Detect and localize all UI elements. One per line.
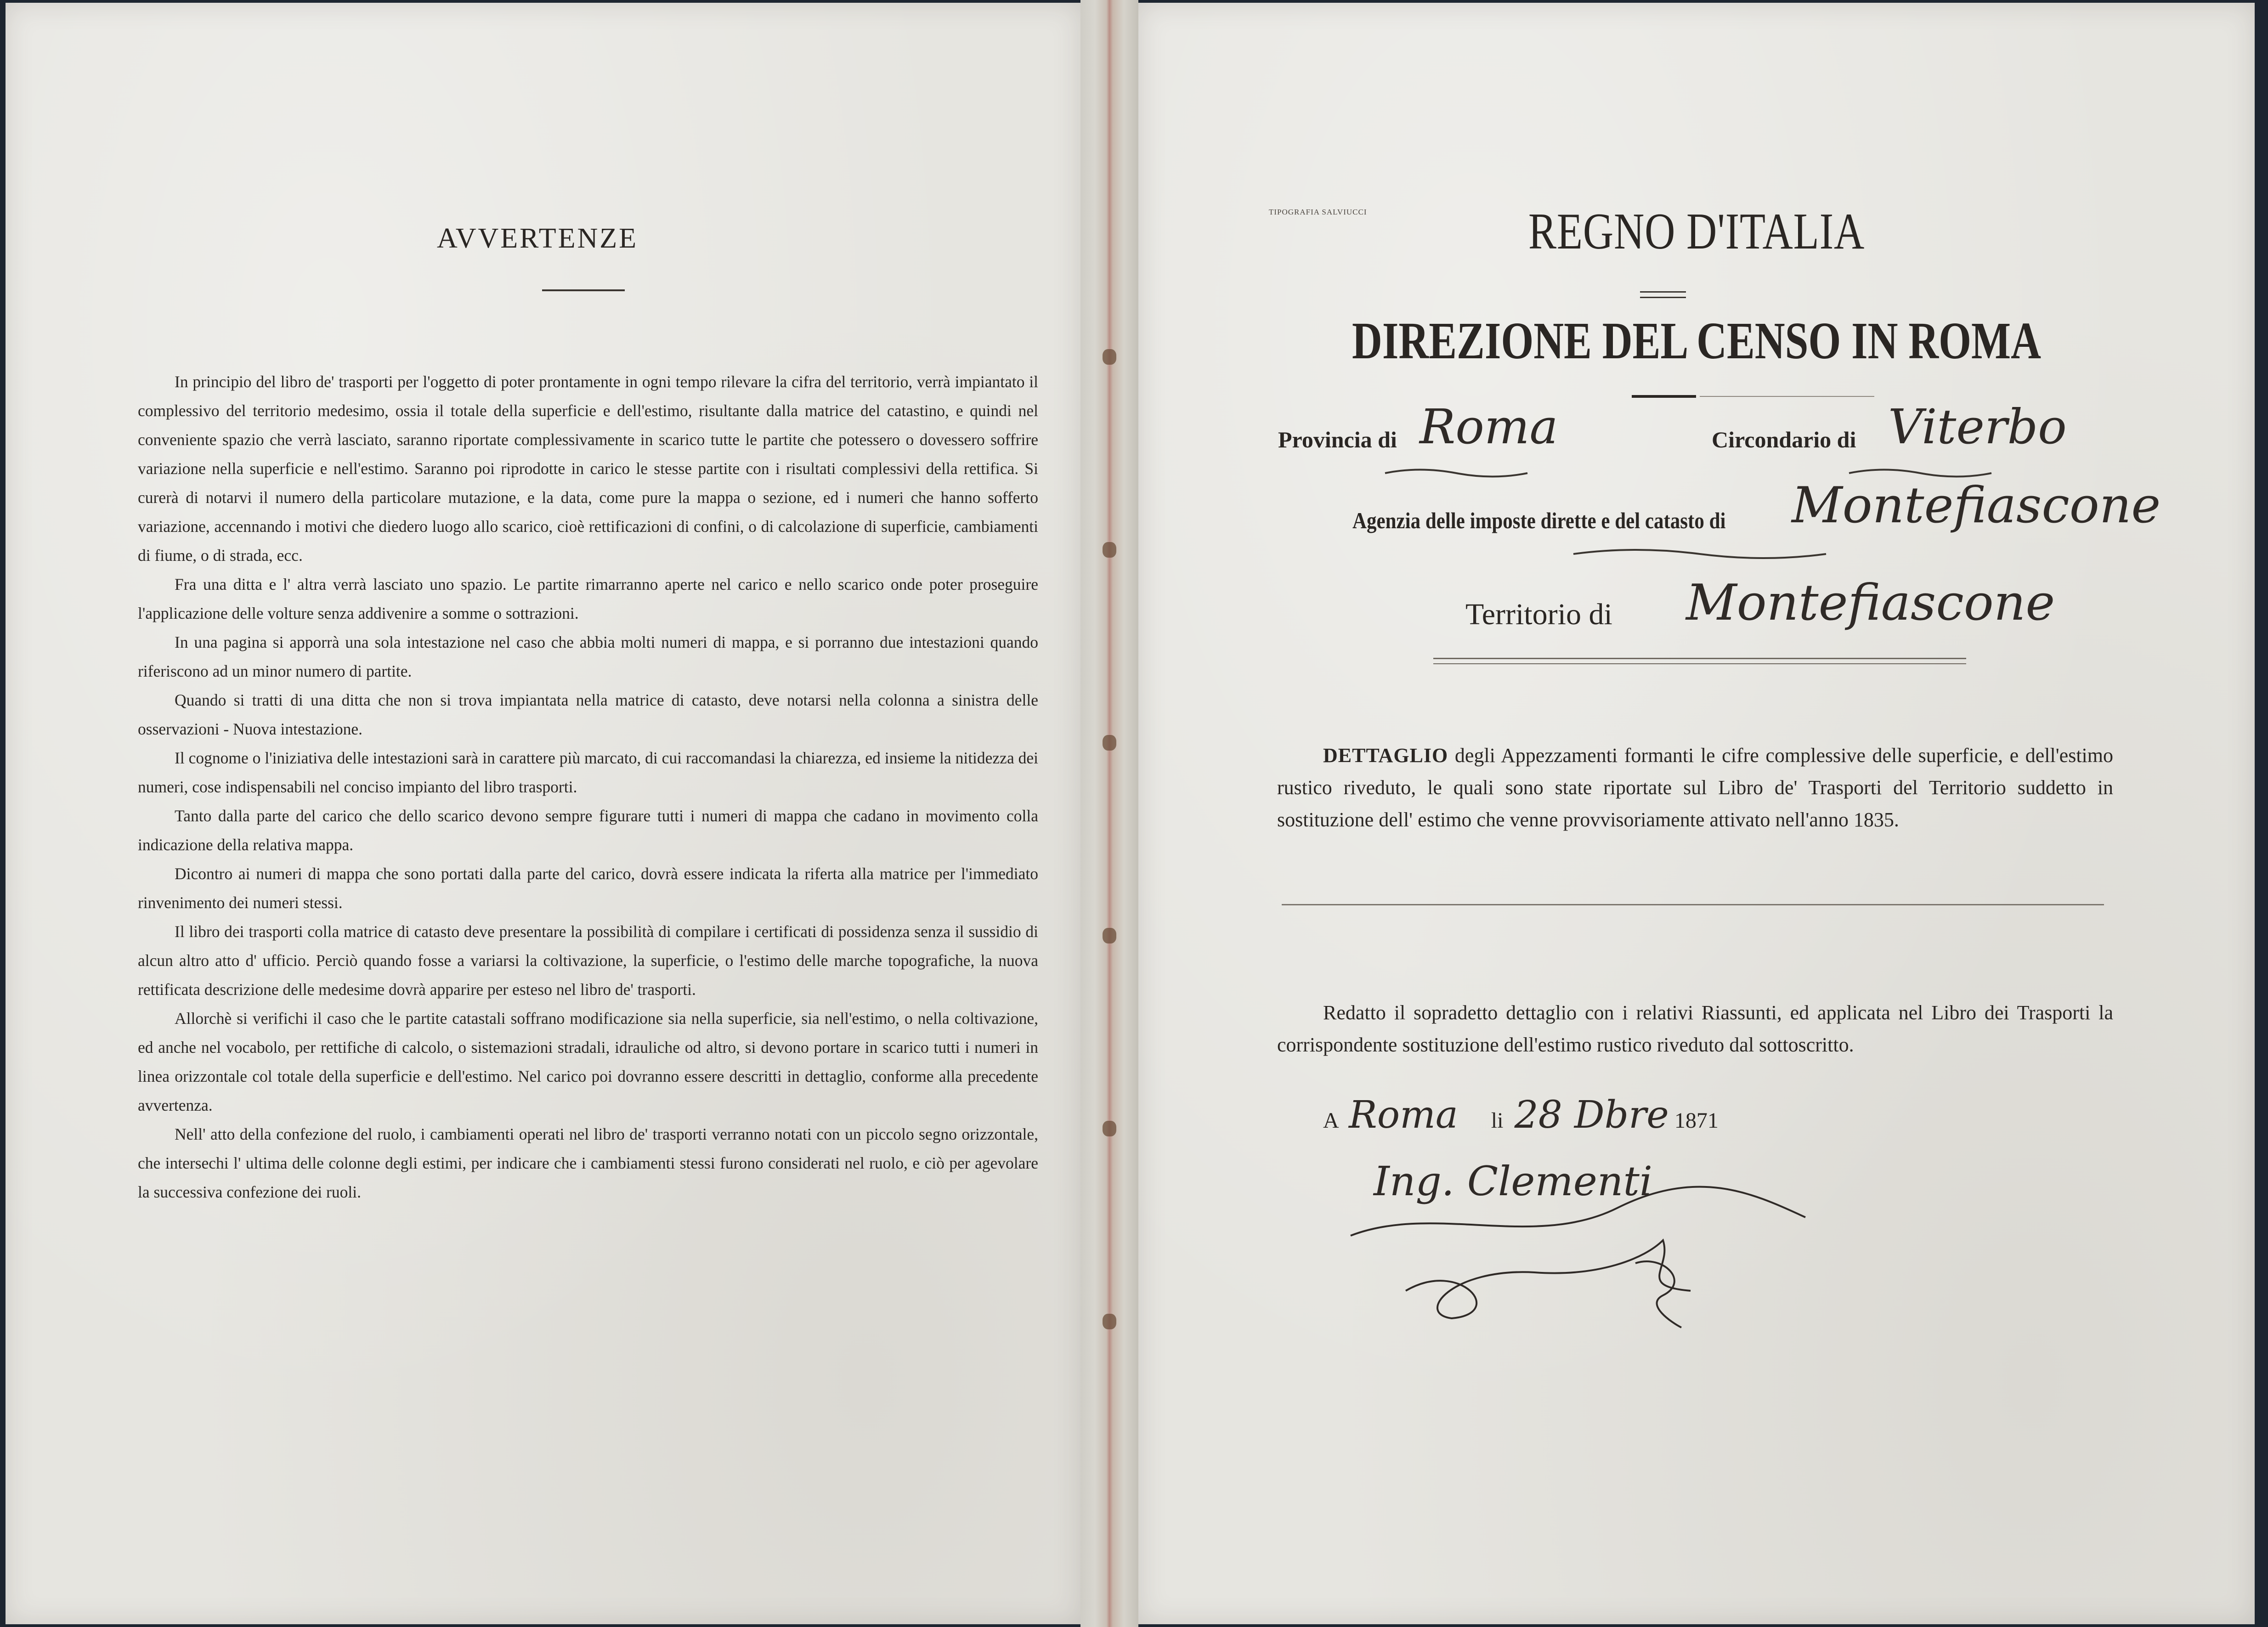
section-divider: [1282, 904, 2104, 905]
territorio-rule: [1433, 663, 1966, 664]
signature-flourish: [1341, 1176, 1856, 1332]
binding-stitch: [1103, 1121, 1116, 1136]
paragraph: In principio del libro de' trasporti per l'oggetto di poter prontamente in ogni tempo rilevare la cifra del territorio, verrà impiantato il complessivo del territorio medesimo, ossia il totale della superficie e dell'estimo, risultante dalla matrice del catastino, e quindi nel conveniente spazio che verrà lasciato, saranno riportate complessivamente in scarico tutte le partite che potessero o dovessero soffrire variazione nella superficie e nell'estimo. Saranno poi riprodotte in carico le stesse partite con i risultati complessivi della rettifica. Si curerà di notarvi il numero della particolare mutazione, e la data, come pure la mappa o sezione, ed i numeri che hanno sofferto variazione, accennando i motivi che diedero luogo allo scarico, cioè rettificazioni di confini, o di calcolazione di superficie, cambiamenti di fiume, o di strada, ecc.: [138, 373, 1038, 565]
agenzia-label: Agenzia delle imposte dirette e del catasto di: [1352, 508, 1726, 533]
date-prefix: li: [1491, 1108, 1504, 1133]
paragraph: Tanto dalla parte del carico che dello scarico devono sempre figurare tutti i numeri di mappa che cadano in movimento colla indicazione della relativa mappa.: [138, 807, 1038, 854]
paragraph: In una pagina si apporrà una sola intestazione nel caso che abbia molti numeri di mappa, e si porranno due intestazioni quando riferiscono ad un minor numero di partite.: [138, 633, 1038, 680]
paragraph: Nell' atto della confezione del ruolo, i cambiamenti operati nel libro de' trasporti verranno notati con un piccolo segno orizzontale, che intersechi l' ultima delle colonne degli estimi, per indicare che i cambiamenti stessi furono considerati nel ruolo, e ciò per agevolare la successiva confezione dei ruoli.: [138, 1125, 1038, 1201]
territorio-rule: [1433, 658, 1966, 659]
paragraph: Dicontro ai numeri di mappa che sono portati dalla parte del carico, dovrà essere indicata la riferta alla matrice per l'immediato rinvenimento dei numeri stessi.: [138, 864, 1038, 912]
underline-swash: [1571, 545, 1828, 563]
printer-credit: TIPOGRAFIA SALVIUCCI: [1269, 208, 1367, 216]
thin-rule: [1700, 396, 1874, 397]
place-prefix: A: [1323, 1108, 1338, 1133]
paragraph: Allorchè si verifichi il caso che le partite catastali soffrano modificazione sia nella superficie, sia nell'estimo, o nella coltivazione, ed anche nel vocabolo, per rettifiche di calcolo, o sistemazioni stradali, idrauliche od altro, si devono portare in scarico tutti i numeri in linea orizzontale col totale della superficie e dell'estimo. Nel carico poi dovranno essere descritti in dettaglio, conforme alla precedente avvertenza.: [138, 1009, 1038, 1114]
binding-stitch: [1103, 928, 1116, 943]
place-date-line: [1323, 1093, 1719, 1137]
paragraph: Il cognome o l'iniziativa delle intestazioni sarà in carattere più marcato, di cui raccomandasi la chiarezza, ed insieme la nitidezza dei numeri, cose indispensabili nel conciso impianto del libro trasporti.: [138, 749, 1038, 796]
heading-regno: REGNO D'ITALIA: [1528, 203, 1865, 260]
date-value: 28 Dbre: [1514, 1093, 1669, 1137]
agenzia-value: Montefiascone: [1792, 477, 2161, 534]
avvertenze-title: AVVERTENZE: [436, 223, 639, 254]
territorio-label: Territorio di: [1465, 598, 1612, 631]
provincia-label: Provincia di: [1278, 427, 1397, 452]
binding-stitch: [1103, 349, 1116, 365]
binding-stitch: [1103, 542, 1116, 558]
circondario-value: Viterbo: [1888, 399, 2067, 455]
dettaglio-text: degli Appezzamenti formanti le cifre complessive delle superficie, e dell'estimo rustico riveduto, le quali sono state riportate sul Libro de' Trasporti del Territorio suddetto in sostituzione dell' estimo che venne provvisoriamente attivato nell'anno 1835.: [1277, 744, 2113, 831]
paragraph: Il libro dei trasporti colla matrice di catasto deve presentare la possibilità di compilare i certificati di possidenza senza il sussidio di alcun altro atto d' ufficio. Perciò quando fosse a variarsi la coltivazione, la superficie, o l'estimo delle marche topografiche, la nuova rettificata descrizione delle medesime dovrà apparire per esteso nel libro de' trasporti.: [138, 922, 1038, 999]
avvertenze-body: [138, 367, 1038, 1207]
signature: Ing. Clementi: [1374, 1158, 1652, 1205]
double-rule: [1640, 291, 1686, 293]
title-rule: [542, 289, 625, 291]
heading-rule: [1632, 395, 1696, 398]
underline-swash: [1383, 464, 1530, 482]
paragraph: Quando si tratti di una ditta che non si trova impiantata nella matrice di catasto, deve notarsi nella colonna a sinistra delle osservazioni - Nuova intestazione.: [138, 691, 1038, 738]
heading-direzione: DIREZIONE DEL CENSO IN ROMA: [1352, 311, 2041, 370]
binding-stitch: [1103, 1314, 1116, 1329]
binding-stitch: [1103, 735, 1116, 751]
territorio-value: Montefiascone: [1686, 574, 2055, 632]
circondario-label: Circondario di: [1712, 427, 1856, 452]
book-spine: [1080, 0, 1138, 1627]
dettaglio-block: [1277, 740, 2113, 836]
provincia-value: Roma: [1420, 399, 1558, 455]
paragraph: Fra una ditta e l' altra verrà lasciato uno spazio. Le partite rimarranno aperte nel carico e nello scarico onde poter proseguire l'applicazione delle volture senza addivenire a somme o sottrazioni.: [138, 575, 1038, 622]
dettaglio-lead: DETTAGLIO: [1323, 744, 1448, 767]
redatto-paragraph: Redatto il sopradetto dettaglio con i relativi Riassunti, ed applicata nel Libro dei Trasporti la corrispondente sostituzione dell'estimo rustico riveduto dal sottoscritto.: [1277, 1001, 2113, 1056]
redatto-block: [1277, 997, 2113, 1061]
year-value: 1871: [1674, 1108, 1719, 1133]
dettaglio-paragraph: [1277, 740, 2113, 836]
place-value: Roma: [1349, 1093, 1458, 1137]
